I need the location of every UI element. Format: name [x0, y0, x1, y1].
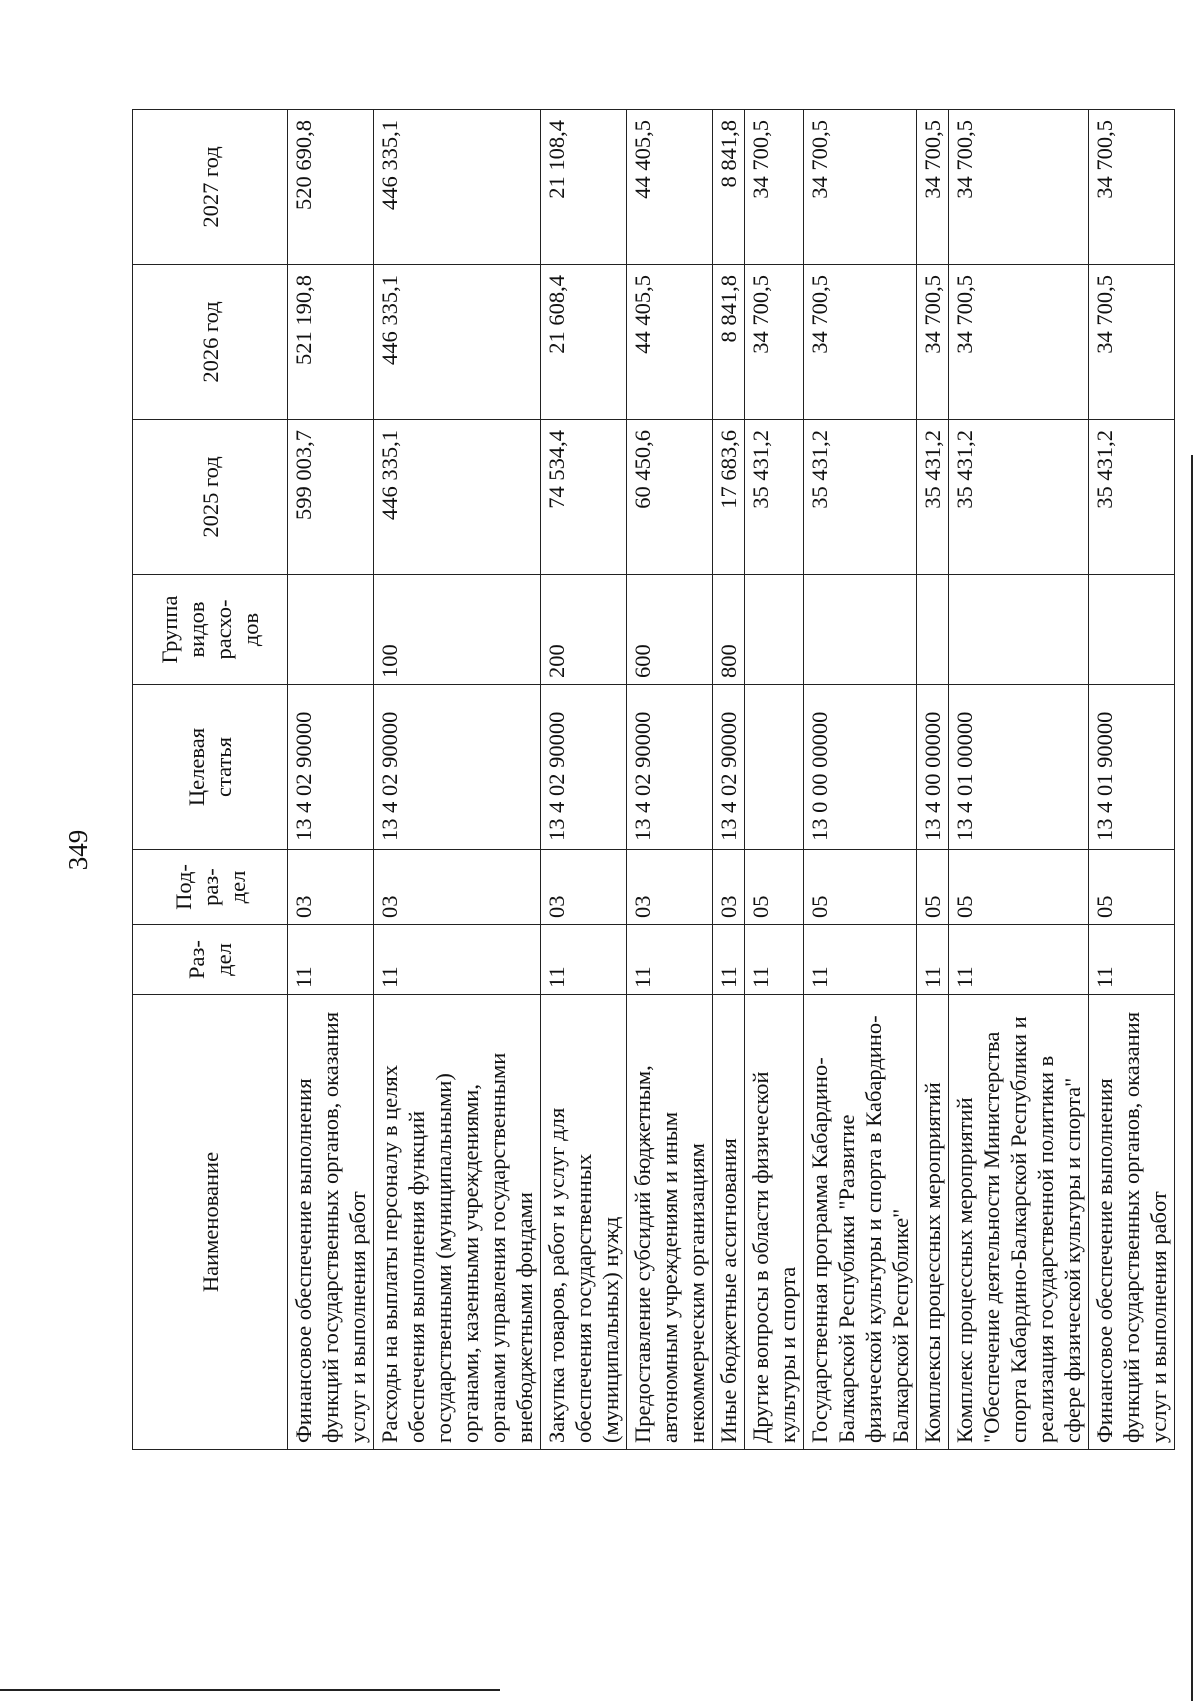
row-2027: 34 700,5	[745, 110, 804, 265]
row-2027: 446 335,1	[374, 110, 541, 265]
row-2026: 21 608,4	[541, 265, 627, 420]
row-target-article: 13 4 02 90000	[627, 685, 713, 850]
row-subsection: 05	[1089, 850, 1175, 925]
row-section: 11	[541, 925, 627, 995]
row-expense-group	[949, 575, 1089, 685]
row-2026: 34 700,5	[745, 265, 804, 420]
row-expense-group	[804, 575, 917, 685]
header-2026: 2026 год	[133, 265, 288, 420]
table-row	[949, 110, 1089, 1450]
row-2026: 44 405,5	[627, 265, 713, 420]
row-name: Финансовое обеспечение выполнения функций государственных органов, оказания услуг и выполнения работ	[288, 995, 374, 1450]
row-target-article: 13 4 02 90000	[541, 685, 627, 850]
row-2027: 34 700,5	[917, 110, 949, 265]
row-2026: 34 700,5	[1089, 265, 1175, 420]
row-2025: 446 335,1	[374, 420, 541, 575]
rotated-page	[45, 80, 1171, 1620]
row-2027: 520 690,8	[288, 110, 374, 265]
header-2027: 2027 год	[133, 110, 288, 265]
page-number: 349	[63, 829, 93, 871]
row-2025: 35 431,2	[949, 420, 1089, 575]
row-expense-group	[917, 575, 949, 685]
row-section: 11	[745, 925, 804, 995]
table-row	[1089, 110, 1175, 1450]
row-subsection: 03	[374, 850, 541, 925]
row-subsection: 03	[288, 850, 374, 925]
row-target-article: 13 4 02 90000	[374, 685, 541, 850]
header-target-article: Целевая статья	[133, 685, 288, 850]
row-2025: 35 431,2	[745, 420, 804, 575]
row-section: 11	[627, 925, 713, 995]
row-expense-group: 800	[713, 575, 745, 685]
row-section: 11	[713, 925, 745, 995]
page-border-bottom	[0, 1689, 500, 1691]
row-name: Закупка товаров, работ и услуг для обеспечения государственных (муниципальных) нужд	[541, 995, 627, 1450]
header-name: Наименование	[133, 995, 288, 1450]
table-row	[804, 110, 917, 1450]
row-2025: 599 003,7	[288, 420, 374, 575]
row-target-article: 13 4 01 90000	[1089, 685, 1175, 850]
row-subsection: 03	[541, 850, 627, 925]
row-section: 11	[288, 925, 374, 995]
row-subsection: 05	[949, 850, 1089, 925]
row-name: Предоставление субсидий бюджетным, автономным учреждениям и иным некоммерческим организациям	[627, 995, 713, 1450]
row-target-article: 13 4 00 00000	[917, 685, 949, 850]
row-target-article: 13 4 02 90000	[288, 685, 374, 850]
table-row	[627, 110, 713, 1450]
table-header-row	[133, 110, 288, 1450]
row-2025: 60 450,6	[627, 420, 713, 575]
table-row	[374, 110, 541, 1450]
row-2025: 35 431,2	[1089, 420, 1175, 575]
row-expense-group: 200	[541, 575, 627, 685]
row-section: 11	[374, 925, 541, 995]
header-section: Раз- дел	[133, 925, 288, 995]
row-name: Комплекс процессных мероприятий "Обеспечение деятельности Министерства спорта Кабардино-Балкарской Республики и реализация государственной политики в сфере физической культуры и спорта"	[949, 995, 1089, 1450]
row-2025: 17 683,6	[713, 420, 745, 575]
table-row	[713, 110, 745, 1450]
budget-table	[132, 109, 1175, 1450]
row-name: Комплексы процессных мероприятий	[917, 995, 949, 1450]
row-section: 11	[917, 925, 949, 995]
row-2026: 446 335,1	[374, 265, 541, 420]
row-subsection: 05	[745, 850, 804, 925]
row-subsection: 05	[804, 850, 917, 925]
row-subsection: 03	[627, 850, 713, 925]
row-name: Государственная программа Кабардино-Балкарской Республики "Развитие физической культуры и спорта в Кабардино-Балкарской Республике"	[804, 995, 917, 1450]
table-row	[745, 110, 804, 1450]
row-name: Расходы на выплаты персоналу в целях обеспечения выполнения функций государственными (муниципальными) органами, казенными учреждениями, органами управления государственными внебюджетными фондами	[374, 995, 541, 1450]
row-2027: 34 700,5	[804, 110, 917, 265]
row-section: 11	[949, 925, 1089, 995]
row-expense-group: 600	[627, 575, 713, 685]
row-expense-group	[1089, 575, 1175, 685]
row-2026: 34 700,5	[917, 265, 949, 420]
row-2026: 34 700,5	[949, 265, 1089, 420]
table-row	[288, 110, 374, 1450]
row-2026: 8 841,8	[713, 265, 745, 420]
row-subsection: 05	[917, 850, 949, 925]
row-section: 11	[804, 925, 917, 995]
header-subsection: Под- раз- дел	[133, 850, 288, 925]
row-name: Другие вопросы в области физической культуры и спорта	[745, 995, 804, 1450]
row-target-article: 13 4 02 90000	[713, 685, 745, 850]
row-name: Иные бюджетные ассигнования	[713, 995, 745, 1450]
row-2027: 44 405,5	[627, 110, 713, 265]
row-2027: 21 108,4	[541, 110, 627, 265]
row-2025: 35 431,2	[917, 420, 949, 575]
row-target-article: 13 4 01 00000	[949, 685, 1089, 850]
row-2027: 8 841,8	[713, 110, 745, 265]
page-border-right	[1191, 455, 1193, 1701]
row-2027: 34 700,5	[949, 110, 1089, 265]
row-2025: 35 431,2	[804, 420, 917, 575]
row-section: 11	[1089, 925, 1175, 995]
row-expense-group	[745, 575, 804, 685]
row-target-article: 13 0 00 00000	[804, 685, 917, 850]
table-row	[917, 110, 949, 1450]
row-name: Финансовое обеспечение выполнения функций государственных органов, оказания услуг и выполнения работ	[1089, 995, 1175, 1450]
table-row	[541, 110, 627, 1450]
row-target-article	[745, 685, 804, 850]
row-expense-group	[288, 575, 374, 685]
row-2026: 521 190,8	[288, 265, 374, 420]
row-subsection: 03	[713, 850, 745, 925]
header-2025: 2025 год	[133, 420, 288, 575]
header-expense-group: Группа видов расхо- дов	[133, 575, 288, 685]
row-2025: 74 534,4	[541, 420, 627, 575]
row-2026: 34 700,5	[804, 265, 917, 420]
row-2027: 34 700,5	[1089, 110, 1175, 265]
row-expense-group: 100	[374, 575, 541, 685]
